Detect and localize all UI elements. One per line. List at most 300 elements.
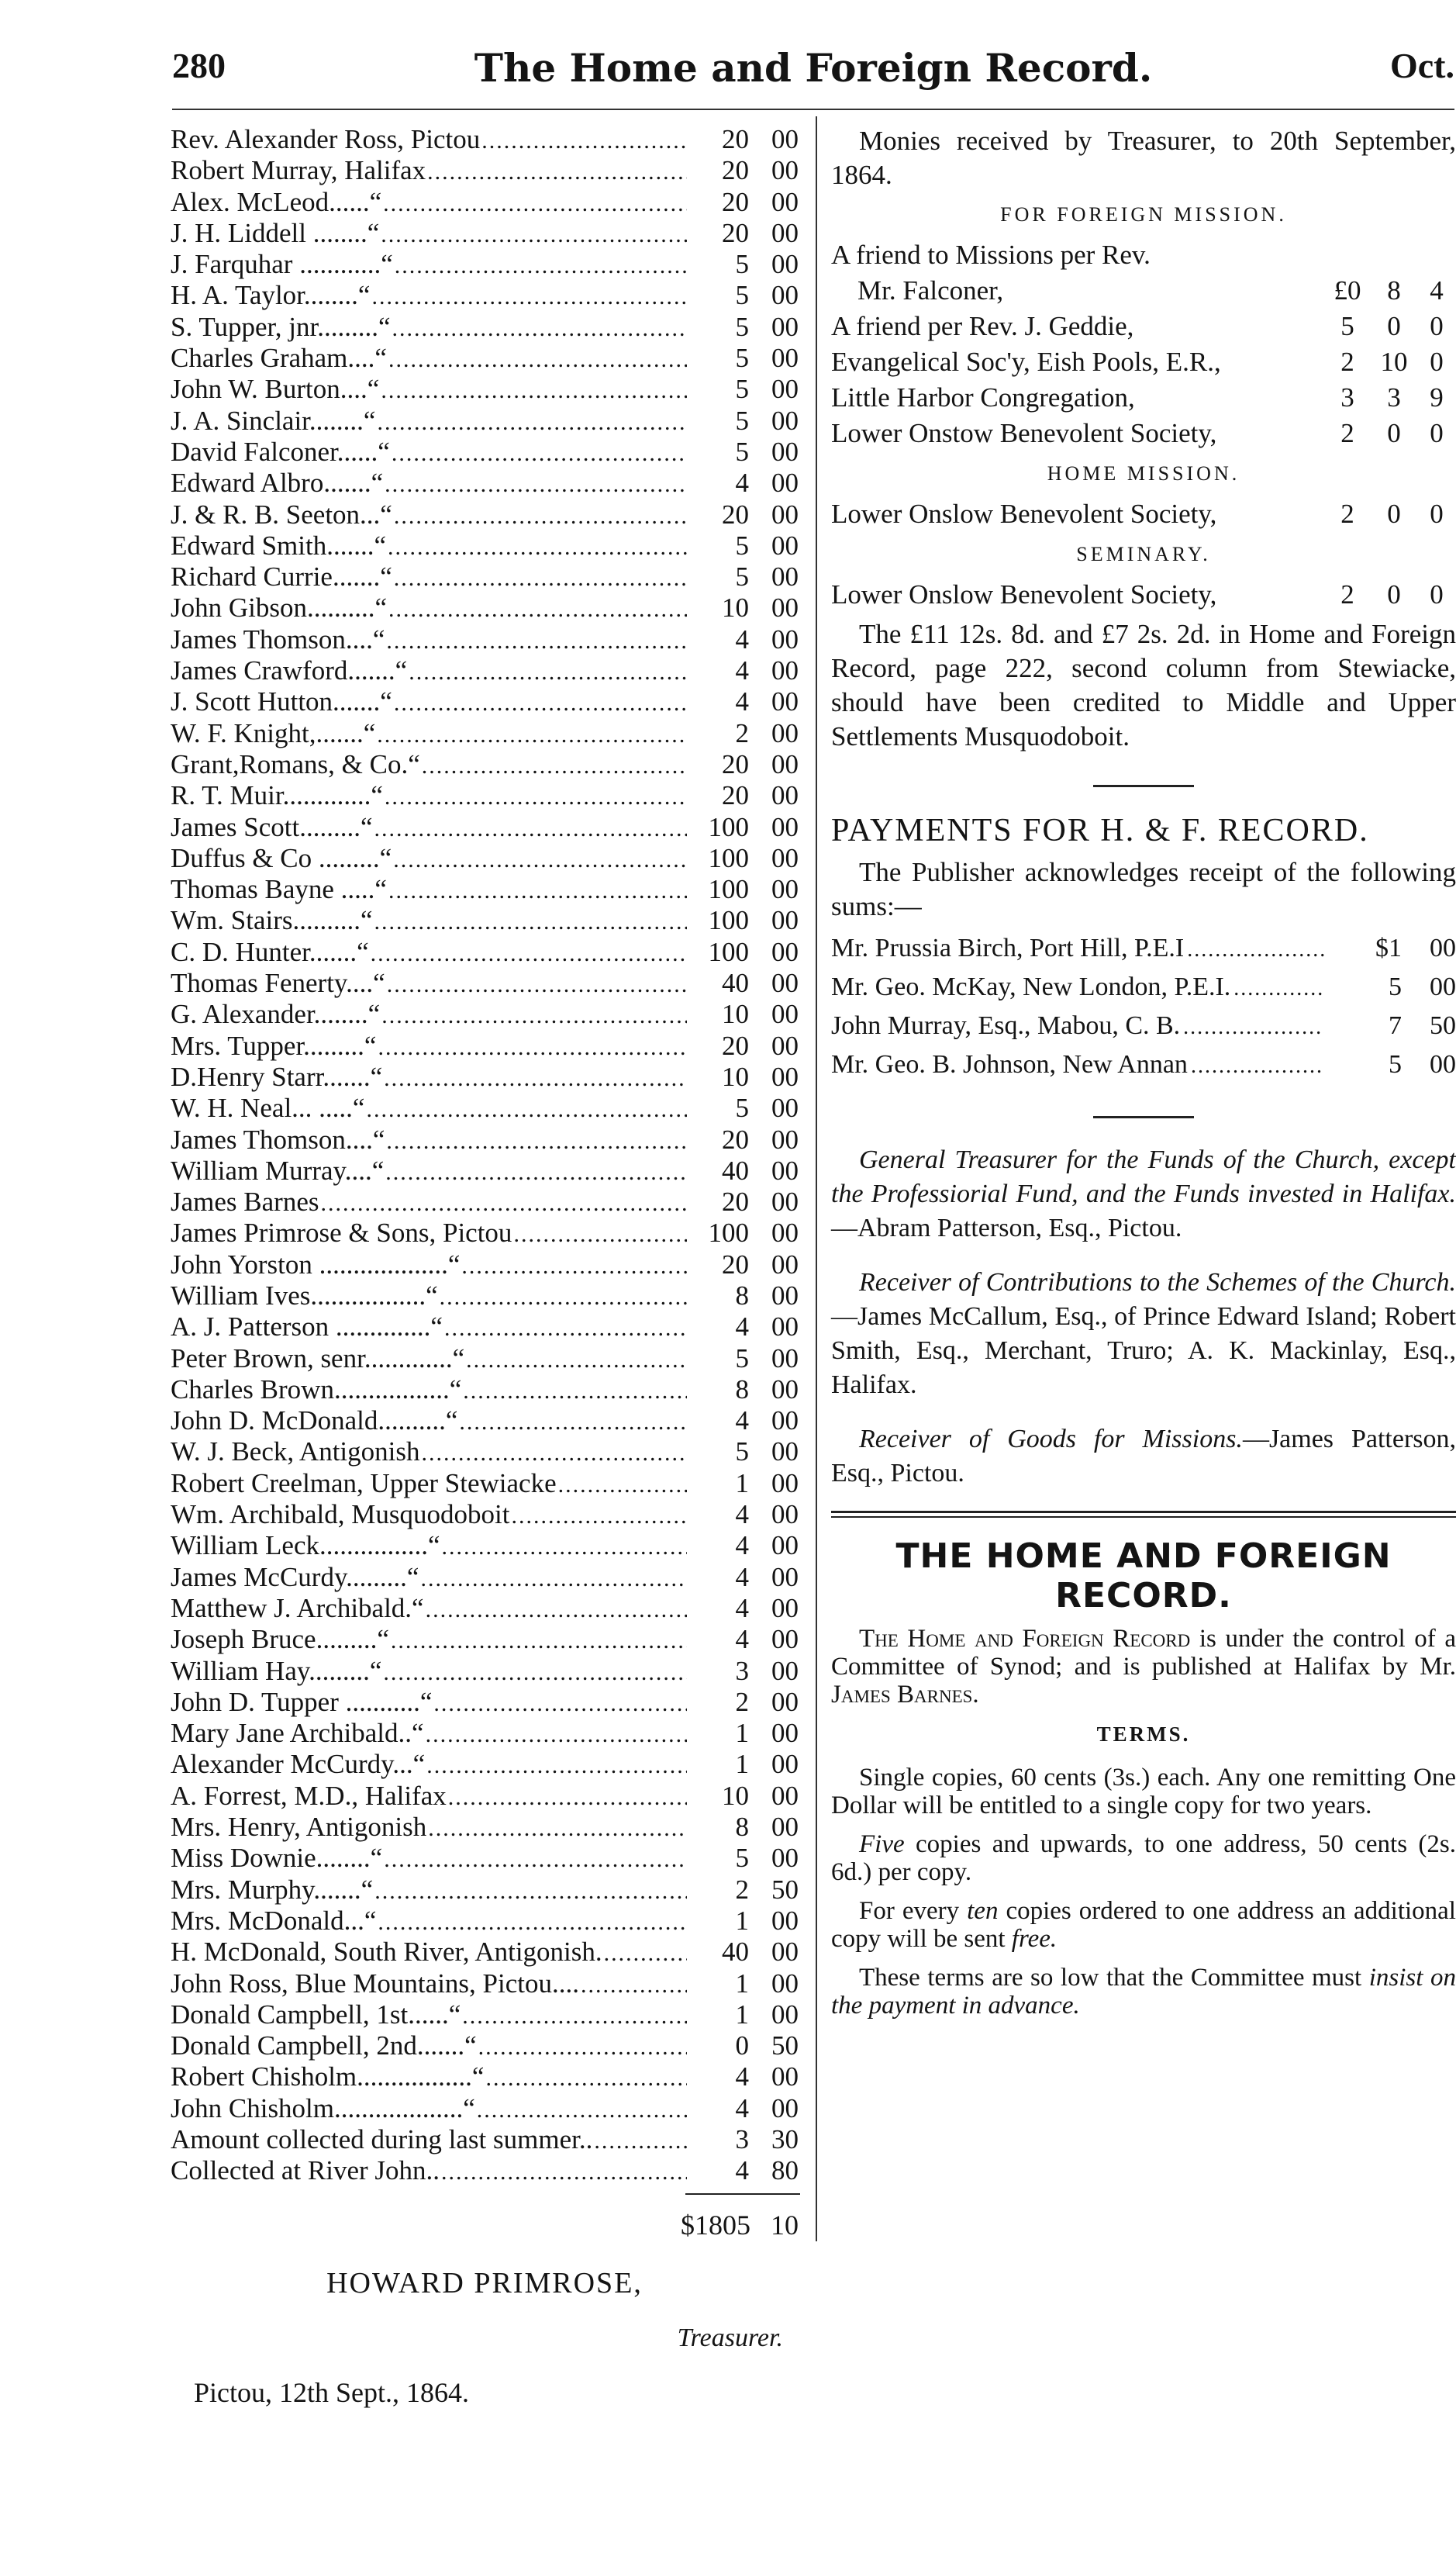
donor-dollars: 4 (735, 1561, 749, 1592)
donor-name: Duffus & Co .........“ (171, 842, 392, 873)
dot-leader (381, 375, 687, 406)
donor-cents: 00 (771, 655, 799, 686)
header-rule (172, 109, 1454, 110)
dot-leader (485, 2063, 687, 2094)
donor-dollars: 5 (735, 1342, 749, 1373)
donor-row (171, 1781, 799, 1812)
donor-dollars: 10 (722, 1780, 749, 1811)
dot-leader (1191, 1048, 1324, 1085)
donor-dollars: 0 (735, 2030, 749, 2061)
donor-name: Richard Currie.......“ (171, 561, 392, 593)
donor-cents: 00 (771, 968, 799, 999)
correction-notice: The £11 12s. 8d. and £7 2s. 2d. in Home and Foreign Record, page 222, second column from Stewiacke, should have been credited to Middle and Upper Settlements Musquodoboit. (831, 619, 1456, 752)
donor-name: J. & R. B. Seeton...“ (171, 499, 392, 530)
donor-cents: 00 (771, 905, 799, 936)
donor-cents: 00 (771, 1030, 799, 1061)
record-title: THE HOME AND FOREIGN RECORD. (895, 1536, 1392, 1615)
pounds: 5 (1340, 311, 1354, 341)
donor-dollars: 5 (735, 1436, 749, 1467)
total-rule (685, 2193, 800, 2195)
dot-leader (388, 594, 687, 625)
donor-dollars: 5 (735, 374, 749, 405)
dot-leader (442, 1532, 687, 1563)
donor-cents: 00 (771, 1843, 799, 1874)
dot-leader (374, 907, 687, 938)
donor-cents: 00 (771, 1405, 799, 1436)
payments-list (831, 930, 1456, 1085)
shillings: 10 (1380, 347, 1408, 377)
donor-row (171, 155, 799, 186)
donor-dollars: 5 (735, 530, 749, 561)
donor-name: John W. Burton....“ (171, 374, 380, 405)
dot-leader (422, 751, 687, 782)
column-divider (816, 116, 817, 2241)
donor-dollars: 5 (735, 1843, 749, 1874)
donor-row (171, 1749, 799, 1780)
donor-dollars: 10 (722, 999, 749, 1030)
donor-row (171, 1499, 799, 1530)
donor-row (171, 624, 799, 655)
donor-row (171, 1999, 799, 2030)
donor-cents: 00 (771, 155, 799, 186)
donor-dollars: 3 (735, 2124, 749, 2154)
donor-cents: 00 (771, 1311, 799, 1342)
donor-dollars: 5 (735, 561, 749, 593)
donor-name: A. J. Patterson ..............“ (171, 1311, 443, 1342)
donor-name: Matthew J. Archibald.“ (171, 1592, 424, 1623)
donor-row (171, 1687, 799, 1718)
dot-leader (377, 720, 687, 751)
donor-name: A. Forrest, M.D., Halifax (171, 1780, 447, 1811)
donor-dollars: 20 (722, 186, 749, 217)
donor-name: H. McDonald, South River, Antigonish. (171, 1937, 602, 1968)
shillings: 0 (1387, 418, 1401, 448)
dot-leader (463, 1376, 687, 1407)
donor-dollars: 40 (722, 1937, 749, 1968)
donor-row (171, 1280, 799, 1311)
dot-leader (393, 845, 687, 876)
donor-row (171, 1031, 799, 1062)
donor-row (171, 1343, 799, 1374)
donor-row (171, 999, 799, 1030)
donor-row (171, 968, 799, 999)
shillings (1371, 237, 1417, 273)
donor-cents: 00 (771, 1061, 799, 1092)
payment-dollars: 5 (1389, 973, 1402, 1001)
dot-leader (420, 1564, 687, 1595)
dot-leader (385, 1157, 687, 1188)
dot-leader (581, 1970, 687, 2001)
donor-cents: 00 (771, 217, 799, 248)
donor-row (171, 1405, 799, 1436)
foreign-mission-row (831, 273, 1456, 309)
donor-cents: 00 (771, 280, 799, 311)
donor-name: Robert Creelman, Upper Stewiacke (171, 1467, 557, 1498)
donor-row (171, 2124, 799, 2155)
donor-row (171, 843, 799, 874)
general-treasurer-notice: General Treasurer for the Funds of the Church, except the Professiorial Fund, and the Funds invested in Halifax.—Abram Patterson, Esq., Pictou. (831, 1145, 1456, 1242)
donor-cents: 00 (771, 2092, 799, 2123)
payment-cents: 00 (1430, 1050, 1456, 1079)
page-number: 280 (172, 46, 226, 85)
donor-name: Grant,Romans, & Co.“ (171, 748, 420, 779)
donor-cents: 00 (771, 1561, 799, 1592)
donor-cents: 00 (771, 811, 799, 842)
donor-cents: 00 (771, 186, 799, 217)
donor-row (171, 1624, 799, 1655)
pence (1417, 237, 1456, 273)
donor-dollars: 40 (722, 1155, 749, 1186)
donor-name: Mary Jane Archibald..“ (171, 1718, 424, 1749)
donor-row (171, 2093, 799, 2124)
donor-cents: 00 (771, 936, 799, 967)
donor-dollars: 4 (735, 1530, 749, 1561)
donor-cents: 00 (771, 999, 799, 1030)
donor-row (171, 1156, 799, 1187)
foreign-mission-list (831, 237, 1456, 451)
donor-row (171, 1468, 799, 1499)
donor-dollars: 100 (708, 842, 749, 873)
donor-cents: 00 (771, 717, 799, 748)
donor-name: John Ross, Blue Mountains, Pictou.... (171, 1968, 579, 1999)
dot-leader (366, 1094, 687, 1125)
donor-cents: 00 (771, 1124, 799, 1155)
treasurer-place-date: Pictou, 12th Sept., 1864. (194, 2376, 470, 2408)
donor-row (171, 1125, 799, 1156)
donor-dollars: 1 (735, 1968, 749, 1999)
dot-leader (558, 1470, 687, 1501)
donor-name: Charles Graham....“ (171, 343, 387, 374)
dot-leader (385, 469, 687, 500)
donor-cents: 00 (771, 530, 799, 561)
donor-cents: 00 (771, 1624, 799, 1655)
donor-dollars: 8 (735, 1280, 749, 1311)
donor-row (171, 686, 799, 717)
donor-row (171, 780, 799, 811)
donor-cents: 00 (771, 1467, 799, 1498)
donor-cents: 00 (771, 2061, 799, 2092)
donor-name: Peter Brown, senr.............“ (171, 1342, 465, 1373)
donor-cents: 00 (771, 1373, 799, 1405)
donor-row (171, 1562, 799, 1593)
donor-name: Charles Brown.................“ (171, 1373, 462, 1405)
dot-leader (409, 657, 687, 688)
donor-dollars: 20 (722, 1124, 749, 1155)
donor-name: James Primrose & Sons, Pictou (171, 1218, 512, 1249)
pounds: 2 (1340, 347, 1354, 377)
payment-dollars: 5 (1389, 1050, 1402, 1079)
donor-name: Mrs. McDonald...“ (171, 1905, 377, 1936)
donor-dollars: 100 (708, 936, 749, 967)
dot-leader (378, 1907, 687, 1938)
donor-name: W. F. Knight,.......“ (171, 717, 376, 748)
donor-dollars: 5 (735, 343, 749, 374)
dot-leader (1233, 970, 1324, 1007)
donor-dollars: 5 (735, 405, 749, 436)
donor-row (171, 1218, 799, 1249)
donor-name: Thomas Fenerty....“ (171, 968, 385, 999)
donor-dollars: 20 (722, 124, 749, 154)
donor-name: Wm. Stairs..........“ (171, 905, 373, 936)
donor-cents: 00 (771, 1436, 799, 1467)
payments-title: PAYMENTS FOR H. & F. RECORD. (831, 813, 1369, 848)
section-rule (1093, 785, 1194, 787)
donor-row (171, 1593, 799, 1624)
donor-row (171, 1812, 799, 1843)
payment-cents: 50 (1430, 1011, 1456, 1040)
dot-leader (433, 1688, 687, 1719)
dot-leader (377, 407, 687, 438)
dot-leader (428, 1813, 687, 1844)
donor-cents: 00 (771, 1155, 799, 1186)
dot-leader (384, 1063, 687, 1094)
donor-row (171, 530, 799, 561)
donor-dollars: 1 (735, 1749, 749, 1780)
donor-dollars: 1 (735, 1467, 749, 1498)
donor-cents: 00 (771, 1812, 799, 1843)
donor-dollars: 4 (735, 1311, 749, 1342)
dot-leader (426, 1595, 687, 1626)
donor-dollars: 2 (735, 1686, 749, 1717)
donor-row (171, 2155, 799, 2186)
donor-dollars: 5 (735, 249, 749, 280)
payments-intro: The Publisher acknowledges receipt of the following sums:— (831, 857, 1456, 921)
donor-dollars: 4 (735, 624, 749, 655)
donor-row (171, 1843, 799, 1874)
donor-dollars: 2 (735, 1874, 749, 1905)
donor-cents: 00 (771, 1093, 799, 1124)
donor-dollars: 100 (708, 1218, 749, 1249)
payment-row (831, 1046, 1456, 1085)
shillings: 8 (1387, 275, 1401, 306)
donor-name: Mrs. Henry, Antigonish (171, 1812, 427, 1843)
donor-name: James Crawford.......“ (171, 655, 408, 686)
donor-name: J. A. Sinclair........“ (171, 405, 376, 436)
donor-row (171, 593, 799, 624)
donor-cents: 00 (771, 311, 799, 342)
donor-dollars: 20 (722, 1030, 749, 1061)
payment-row (831, 930, 1456, 969)
home-mission-heading: HOME MISSION. (1047, 462, 1240, 485)
donor-dollars: 5 (735, 436, 749, 467)
donor-dollars: 100 (708, 874, 749, 905)
donor-name: James Scott.........“ (171, 811, 373, 842)
donor-cents: 50 (771, 2030, 799, 2061)
double-rule (831, 1511, 1456, 1518)
pence: 0 (1430, 418, 1444, 448)
donor-row (171, 655, 799, 686)
donor-name: Alexander McCurdy...“ (171, 1749, 426, 1780)
donor-dollars: 3 (735, 1655, 749, 1686)
donor-cents: 00 (771, 1342, 799, 1373)
donor-name: Alex. McLeod......“ (171, 186, 382, 217)
donor-dollars: 8 (735, 1373, 749, 1405)
donor-cents: 50 (771, 1874, 799, 1905)
dot-leader (371, 282, 687, 313)
terms-ten: For every ten copies ordered to one address an additional copy will be sent free. (831, 1897, 1456, 1953)
donor-name: John D. McDonald..........“ (171, 1405, 458, 1436)
donor-name: Miss Downie........“ (171, 1843, 383, 1874)
contributor-name: Evangelical Soc'y, Eish Pools, E.R., (831, 347, 1221, 377)
donor-name: D.Henry Starr.......“ (171, 1061, 383, 1092)
dot-leader (374, 1876, 687, 1907)
pounds: 2 (1340, 418, 1354, 448)
donor-name: James McCurdy.........“ (171, 1561, 419, 1592)
payment-cents: 00 (1430, 973, 1456, 1001)
dot-leader (448, 1782, 687, 1813)
donor-cents: 00 (771, 593, 799, 624)
donor-dollars: 40 (722, 968, 749, 999)
donor-row (171, 124, 799, 155)
dot-leader (386, 626, 687, 657)
donor-dollars: 4 (735, 2092, 749, 2123)
donor-name: W. H. Neal... .....“ (171, 1093, 365, 1124)
dot-leader (604, 1938, 687, 1969)
page-header (172, 45, 1454, 99)
donor-dollars: 1 (735, 1999, 749, 2030)
dot-leader (385, 782, 687, 813)
dot-leader (422, 1438, 688, 1469)
donor-cents: 00 (771, 780, 799, 811)
payer-name: Mr. Geo. McKay, New London, P.E.I. (831, 973, 1231, 1001)
subscription-list (171, 124, 799, 2409)
dot-leader (426, 1719, 687, 1750)
dot-leader (477, 2095, 687, 2126)
donor-name: J. H. Liddell ........“ (171, 217, 380, 248)
donor-cents: 00 (771, 499, 799, 530)
treasurer-title: Treasurer. (677, 2323, 783, 2352)
list-total (171, 2209, 799, 2241)
right-column (831, 124, 1456, 2030)
donor-dollars: 20 (722, 1187, 749, 1218)
donor-name: John D. Tupper ...........“ (171, 1686, 433, 1717)
donor-dollars: 4 (735, 1499, 749, 1530)
donor-row (171, 937, 799, 968)
donor-name: S. Tupper, jnr.........“ (171, 311, 391, 342)
donor-name: Edward Albro.......“ (171, 468, 384, 499)
dot-leader (459, 1407, 687, 1438)
donor-dollars: 1 (735, 1718, 749, 1749)
donor-dollars: 4 (735, 2061, 749, 2092)
dot-leader (462, 2001, 687, 2032)
donor-row (171, 561, 799, 593)
contributor-name: Little Harbor Congregation, (831, 382, 1135, 413)
donor-dollars: 20 (722, 217, 749, 248)
issue-month: Oct. (1389, 46, 1454, 85)
donor-name: Collected at River John.. (171, 2155, 440, 2186)
donor-row (171, 280, 799, 311)
donor-dollars: 4 (735, 468, 749, 499)
dot-leader (1183, 1009, 1324, 1046)
donor-row (171, 312, 799, 343)
donor-name: Rev. Alexander Ross, Pictou (171, 124, 481, 154)
donor-name: G. Alexander........“ (171, 999, 381, 1030)
dot-leader (388, 532, 687, 563)
dot-leader (444, 1313, 687, 1344)
donor-cents: 00 (771, 1655, 799, 1686)
donor-dollars: 4 (735, 1592, 749, 1623)
terms-five: Five copies and upwards, to one address, 50 cents (2s. 6d.) per copy. (831, 1830, 1456, 1886)
donor-row (171, 343, 799, 374)
donor-dollars: 4 (735, 1405, 749, 1436)
donor-name: Robert Murray, Halifax (171, 155, 426, 186)
donor-name: H. A. Taylor........“ (171, 280, 371, 311)
dot-leader (384, 1844, 687, 1875)
donor-name: James Thomson....“ (171, 1124, 385, 1155)
payer-name: John Murray, Esq., Mabou, C. B. (831, 1011, 1181, 1040)
dot-leader (441, 2157, 687, 2188)
donor-cents: 00 (771, 748, 799, 779)
donor-dollars: 8 (735, 1812, 749, 1843)
donor-cents: 00 (771, 468, 799, 499)
donor-dollars: 4 (735, 686, 749, 717)
foreign-mission-row (831, 344, 1456, 380)
payer-name: Mr. Prussia Birch, Port Hill, P.E.I (831, 934, 1185, 962)
terms-advance: These terms are so low that the Committee must insist on the payment in advance. (831, 1964, 1456, 2020)
total-cents: 10 (771, 2209, 799, 2241)
donor-dollars: 4 (735, 1624, 749, 1655)
donor-name: W. J. Beck, Antigonish (171, 1436, 420, 1467)
dot-leader (383, 1657, 687, 1688)
donor-name: Mrs. Tupper.........“ (171, 1030, 377, 1061)
donor-row (171, 1968, 799, 1999)
donor-cents: 00 (771, 436, 799, 467)
dot-leader (427, 157, 687, 188)
donor-row (171, 1436, 799, 1467)
dot-leader (394, 501, 687, 532)
seminary-heading: SEMINARY. (1076, 543, 1211, 565)
donor-dollars: 20 (722, 1249, 749, 1280)
pounds (1324, 237, 1371, 273)
donor-row (171, 905, 799, 936)
donor-name: James Barnes (171, 1187, 319, 1218)
donor-dollars: 20 (722, 780, 749, 811)
donor-cents: 00 (771, 1280, 799, 1311)
donor-dollars: 10 (722, 593, 749, 624)
donor-dollars: 10 (722, 1061, 749, 1092)
donor-cents: 80 (771, 2155, 799, 2186)
donor-row (171, 249, 799, 280)
contributor-name: A friend to Missions per Rev. (831, 240, 1151, 270)
donor-dollars: 4 (735, 2155, 749, 2186)
donor-name: C. D. Hunter.......“ (171, 936, 369, 967)
dot-leader (1187, 931, 1324, 969)
donor-name: David Falconer......“ (171, 436, 390, 467)
donor-cents: 00 (771, 249, 799, 280)
donor-row (171, 406, 799, 437)
foreign-mission-row (831, 237, 1456, 273)
donor-name: R. T. Muir.............“ (171, 780, 383, 811)
donor-cents: 00 (771, 1187, 799, 1218)
dot-leader (478, 2032, 687, 2063)
donor-cents: 00 (771, 1499, 799, 1530)
foreign-mission-heading: FOR FOREIGN MISSION. (1000, 203, 1287, 226)
journal-title: The Home and Foreign Record. (474, 45, 1153, 91)
donor-name: Robert Chisholm.................“ (171, 2061, 485, 2092)
donor-row (171, 1311, 799, 1342)
total-dollars: $1805 (681, 2209, 750, 2241)
dot-leader (594, 2126, 687, 2157)
donor-cents: 00 (771, 686, 799, 717)
donor-cents: 30 (771, 2124, 799, 2154)
receiver-contributions-notice: Receiver of Contributions to the Schemes of the Church.—James McCallum, Esq., of Prince Edward Island; Robert Smith, Esq., Merchant, Truro; A. K. Mackinlay, Esq., Halifax. (831, 1268, 1456, 1399)
donor-row (171, 749, 799, 780)
donor-name: J. Scott Hutton.......“ (171, 686, 392, 717)
donor-dollars: 4 (735, 655, 749, 686)
section-rule (1093, 1116, 1194, 1118)
donor-name: William Leck................“ (171, 1530, 440, 1561)
foreign-mission-row (831, 416, 1456, 451)
